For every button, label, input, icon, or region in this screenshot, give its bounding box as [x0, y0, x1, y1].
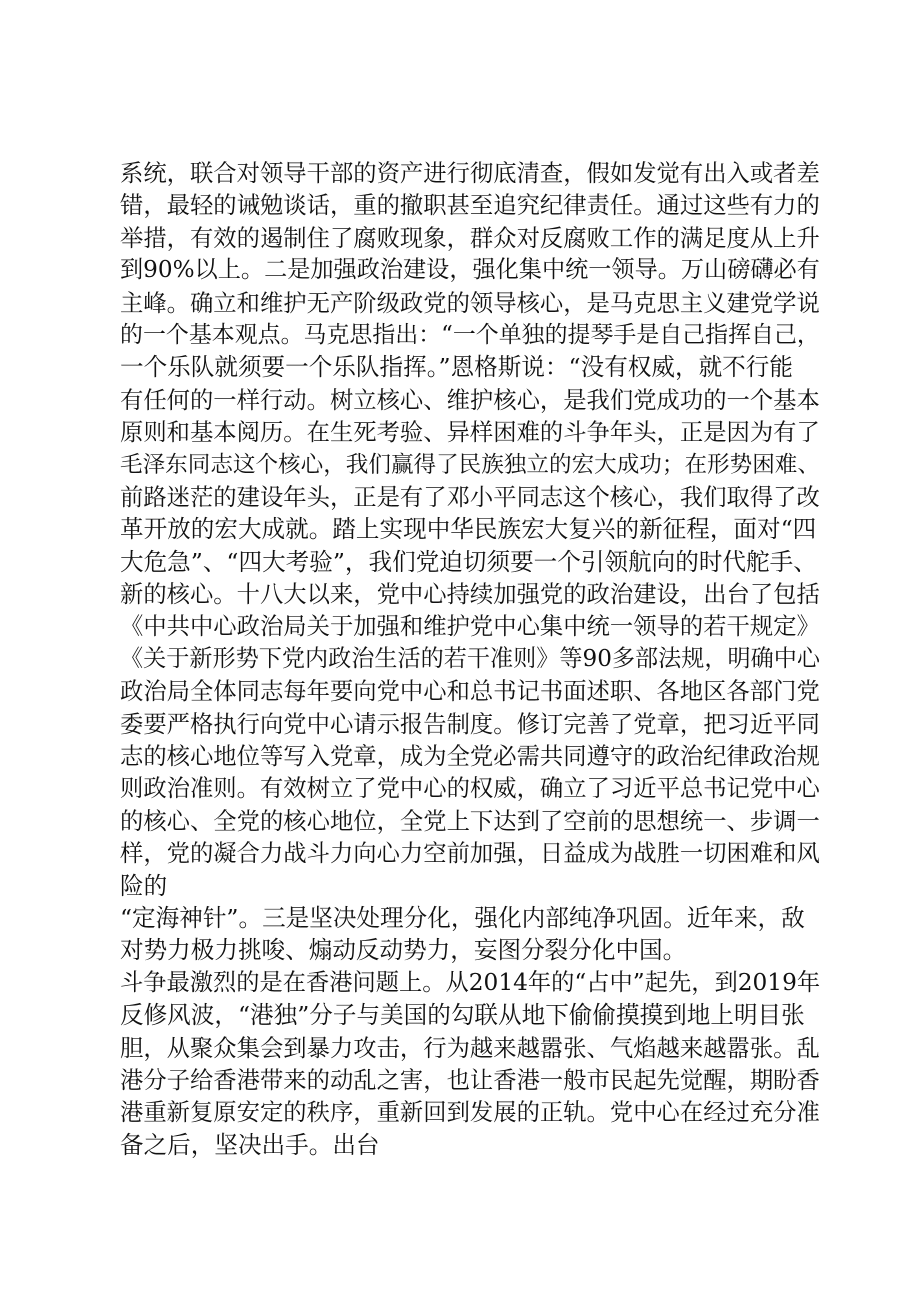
text-line: 反修风波，“港独”分子与美国的勾联从地下偷偷摸摸到地上明目张 — [120, 1001, 805, 1030]
text-line: “定海神针”。三是坚决处理分化，强化内部纯净巩固。近年来，敌 — [120, 903, 805, 932]
text-line: 《中共中心政治局关于加强和维护党中心集中统一领导的若干规定》 — [120, 612, 820, 641]
text-line: 系统，联合对领导干部的资产进行彻底清查，假如发觉有出入或者差 — [120, 159, 820, 187]
text-line: 港分子给香港带来的动乱之害，也让香港一般市民起先觉醒，期盼香 — [120, 1065, 820, 1094]
text-line: 样，党的凝合力战斗力向心力空前加强，日益成为战胜一切困难和风 — [120, 839, 820, 868]
text-line: 则政治准则。有效树立了党中心的权威，确立了习近平总书记党中心 — [120, 774, 820, 803]
text-line: 前路迷茫的建设年头，正是有了邓小平同志这个核心，我们取得了改 — [120, 482, 820, 511]
text-line: 新的核心。十八大以来，党中心持续加强党的政治建设，出台了包括 — [120, 580, 820, 609]
text-line: 斗争最激烈的是在香港问题上。从2014年的“占中”起先，到2019年 — [120, 968, 821, 996]
text-line: 险的 — [120, 871, 168, 900]
text-line: 《关于新形势下党内政治生活的若干准则》等90多部法规，明确中心 — [120, 645, 821, 672]
text-line: 政治局全体同志每年要向党中心和总书记书面述职、各地区各部门党 — [120, 677, 820, 706]
text-line: 的核心、全党的核心地位，全党上下达到了空前的思想统一、步调一 — [120, 806, 820, 835]
text-line: 胆，从聚众集会到暴力攻击，行为越来越嚣张、气焰越来越嚣张。乱 — [120, 1033, 820, 1062]
text-line: 的一个基本观点。马克思指出：“一个单独的提琴手是自己指挥自己， — [120, 321, 820, 348]
text-line: 主峰。确立和维护无产阶级政党的领导核心，是马克思主义建党学说 — [120, 288, 820, 317]
text-line: 大危急”、“四大考验”，我们党迫切须要一个引领航向的时代舵手、 — [120, 547, 817, 576]
text-line: 备之后，坚决出手。出台 — [120, 1130, 380, 1159]
text-line: 到90%以上。二是加强政治建设，强化集中统一领导。万山磅礴必有 — [120, 257, 820, 284]
text-line: 委要严格执行向党中心请示报告制度。修订完善了党章，把习近平同 — [120, 709, 820, 738]
text-line: 港重新复原安定的秩序，重新回到发展的正轨。党中心在经过充分准 — [120, 1098, 820, 1127]
text-line: 志的核心地位等写入党章，成为全党必需共同遵守的政治纪律政治规 — [120, 742, 820, 771]
text-line: 错，最轻的诫勉谈话，重的撤职甚至追究纪律责任。通过这些有力的 — [120, 191, 820, 220]
text-line: 毛泽东同志这个核心，我们赢得了民族独立的宏大成功；在形势困难、 — [120, 451, 820, 478]
text-line: 有任何的一样行动。树立核心、维护核心，是我们党成功的一个基本 — [120, 385, 820, 414]
text-line: 举措，有效的遏制住了腐败现象，群众对反腐败工作的满足度从上升 — [120, 223, 820, 252]
text-line: 一个乐队就须要一个乐队指挥。”恩格斯说：“没有权威，就不行能 — [120, 353, 793, 382]
text-line: 对势力极力挑唆、煽动反动势力，妄图分裂分化中国。 — [120, 936, 687, 965]
body-text — [120, 157, 820, 1161]
text-line: 革开放的宏大成就。踏上实现中华民族宏大复兴的新征程，面对“四 — [120, 515, 817, 544]
text-line: 原则和基本阅历。在生死考验、异样困难的斗争年头，正是因为有了 — [120, 418, 820, 447]
